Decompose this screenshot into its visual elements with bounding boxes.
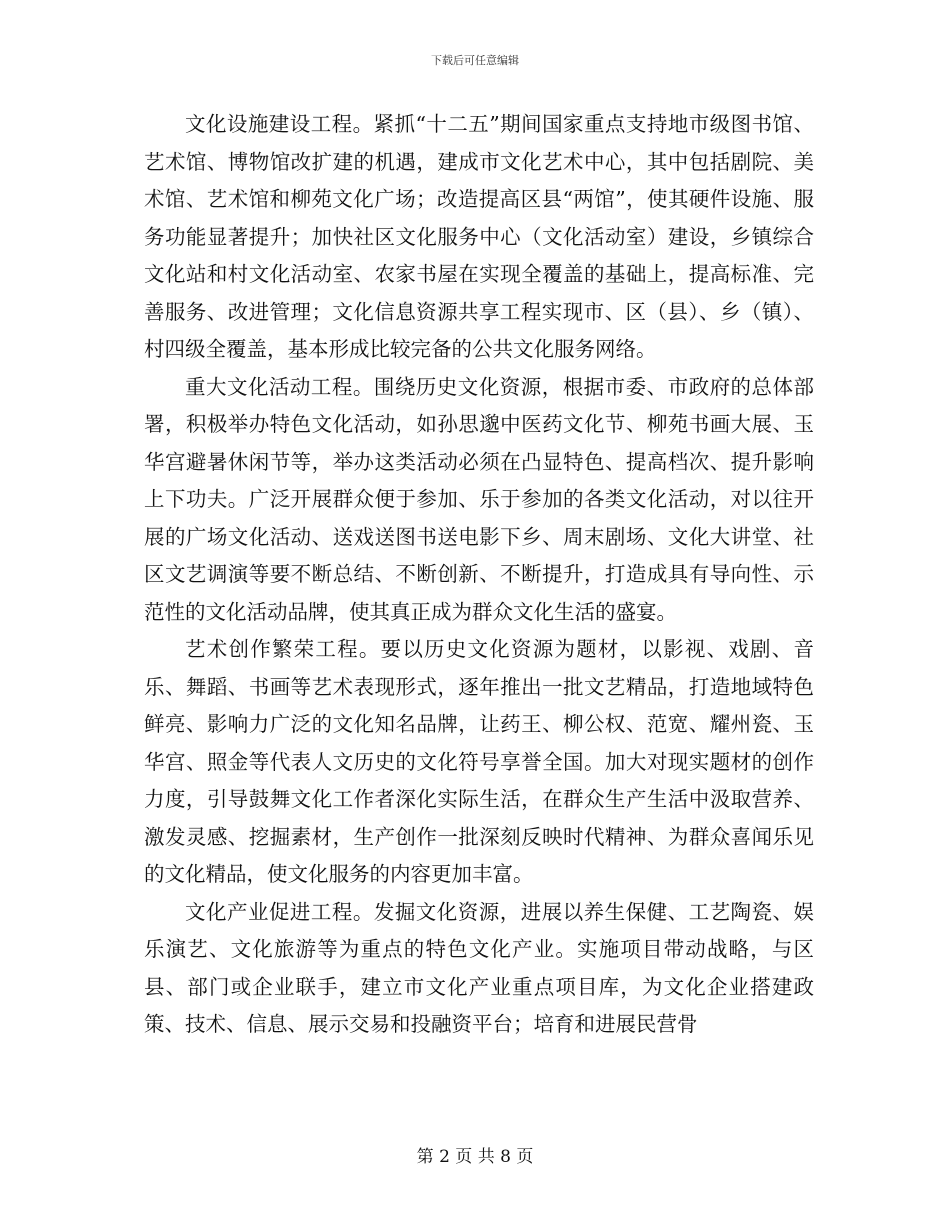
paragraph-activities: 重大文化活动工程。围绕历史文化资源，根据市委、市政府的总体部署，积极举办特色文化活动，如孙思邈中医药文化节、柳苑书画大展、玉华宫避暑休闲节等，举办这类活动必须在凸显特色、提高档次、提升影响上下功夫。广泛开展群众便于参加、乐于参加的各类文化活动，对以往开展的广场文化活动、送戏送图书送电影下乡、周末剧场、文化大讲堂、社区文艺调演等要不断总结、不断创新、不断提升，打造成具有导向性、示范性的文化活动品牌，使其真正成为群众文化生活的盛宴。 [144,374,814,624]
paragraph-industry: 文化产业促进工程。发掘文化资源，进展以养生保健、工艺陶瓷、娱乐演艺、文化旅游等为重点的特色文化产业。实施项目带动战略，与区县、部门或企业联手，建立市文化产业重点项目库，为文化企业搭建政策、技术、信息、展示交易和投融资平台；培育和进展民营骨 [144,899,814,1036]
page-header: 下载后可任意编辑 [431,54,519,67]
paragraph-facilities: 文化设施建设工程。紧抓“十二五”期间国家重点支持地市级图书馆、艺术馆、博物馆改扩建的机遇，建成市文化艺术中心，其中包括剧院、美术馆、艺术馆和柳苑文化广场；改造提高区县“两馆”，使其硬件设施、服务功能显著提升；加快社区文化服务中心（文化活动室）建设，乡镇综合文化站和村文化活动室、农家书屋在实现全覆盖的基础上，提高标准、完善服务、改进管理；文化信息资源共享工程实现市、区（县）、乡（镇）、村四级全覆盖，基本形成比较完备的公共文化服务网络。 [144,112,814,361]
paragraph-arts: 艺术创作繁荣工程。要以历史文化资源为题材，以影视、戏剧、音乐、舞蹈、书画等艺术表现形式，逐年推出一批文艺精品，打造地域特色鲜亮、影响力广泛的文化知名品牌，让药王、柳公权、范宽、耀州瓷、玉华宫、照金等代表人文历史的文化符号享誉全国。加大对现实题材的创作力度，引导鼓舞文化工作者深化实际生活，在群众生产生活中汲取营养、激发灵感、挖掘素材，生产创作一批深刻反映时代精神、为群众喜闻乐见的文化精品，使文化服务的内容更加丰富。 [144,637,814,886]
page-number: 第 2 页 共 8 页 [416,1147,534,1167]
document-body [144,106,814,1044]
